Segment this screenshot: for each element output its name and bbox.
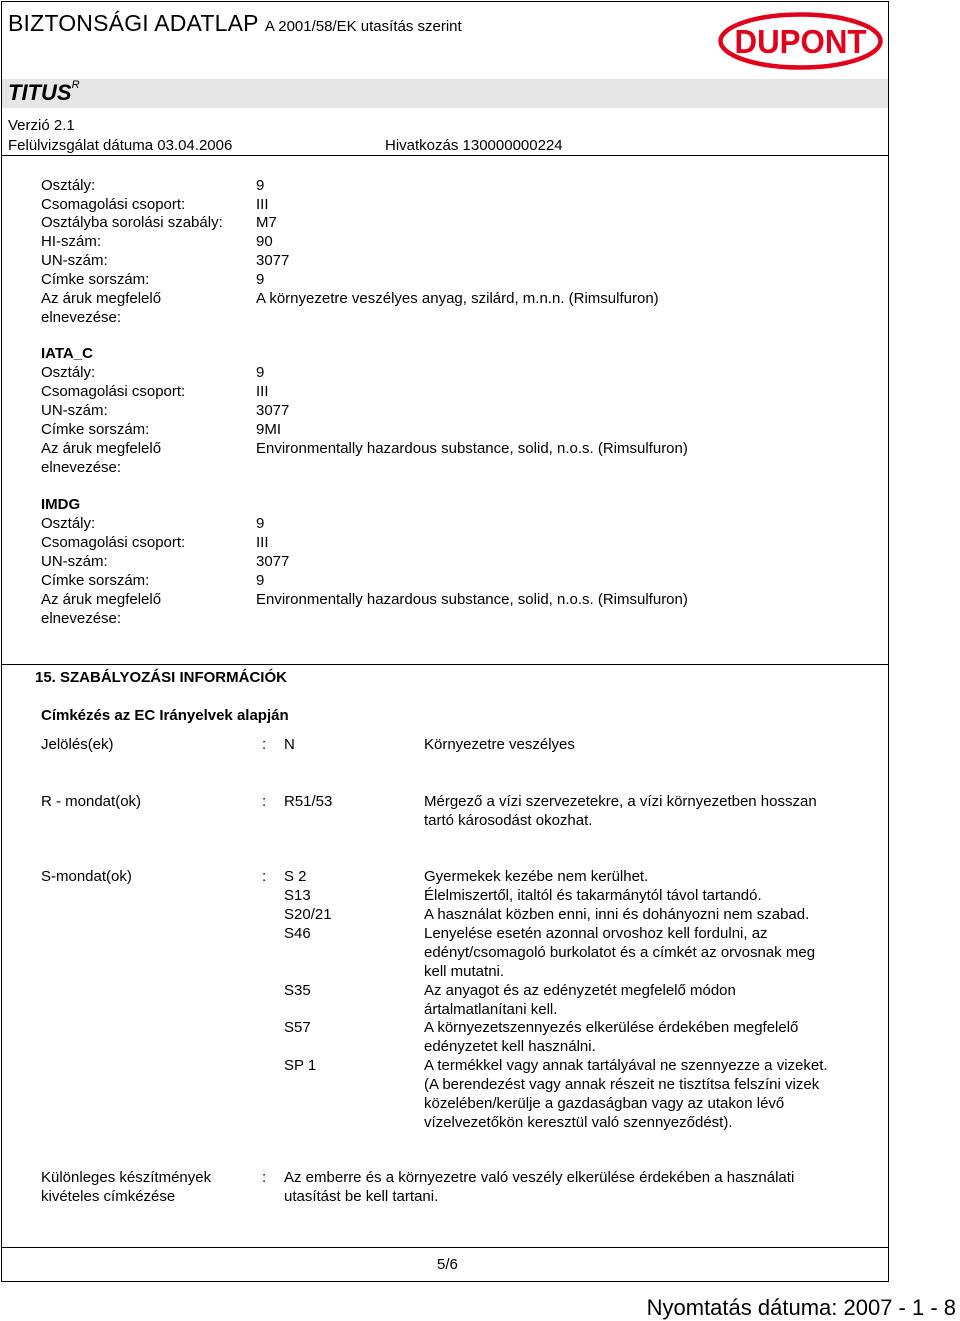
imdg-value-shipping-name: Environmentally hazardous substance, solid, n.o.s. (Rimsulfuron) xyxy=(256,591,688,608)
s-phrase-text: A termékkel vagy annak tartályával ne szennyezze a vizeket. xyxy=(424,1057,828,1074)
product-band xyxy=(2,79,888,108)
dupont-logo xyxy=(718,12,883,70)
s-phrase-code: S 2 xyxy=(284,868,307,885)
r-phrases-text-line: Mérgező a vízi szervezetekre, a vízi környezetben hosszan xyxy=(424,793,817,810)
title-subtitle: A 2001/58/EK utasítás szerint xyxy=(264,18,462,35)
iata-heading: IATA_C xyxy=(41,345,93,362)
document-title xyxy=(8,10,462,37)
label-packing-group: Csomagolási csoport: xyxy=(41,196,186,213)
product-name xyxy=(8,80,80,106)
special-label: Különleges készítmények xyxy=(41,1169,212,1186)
value-un-number: 3077 xyxy=(256,252,290,269)
value-hazard-number: 90 xyxy=(256,233,273,250)
value-class: 9 xyxy=(256,177,265,194)
s-phrase-text: ártalmatlanítani kell. xyxy=(424,1001,558,1018)
section15-subheading: Címkézés az EC Irányelvek alapján xyxy=(41,707,289,724)
label-classification-code: Osztályba sorolási szabály: xyxy=(41,214,223,231)
imdg-value-label-number: 9 xyxy=(256,572,265,589)
footer-divider xyxy=(2,1247,888,1248)
s-phrase-text: A használat közben enni, inni és dohányozni nem szabad. xyxy=(424,906,810,923)
imdg-label-shipping-name-cont: elnevezése: xyxy=(41,610,122,627)
s-phrase-code: S35 xyxy=(284,982,311,999)
product-text: TITUS xyxy=(8,80,72,105)
s-phrase-text: edényt/csomagoló burkolatot és a címkét az orvosnak meg xyxy=(424,944,816,961)
s-phrase-text: edényzetet kell használni. xyxy=(424,1038,596,1055)
label-un-number: UN-szám: xyxy=(41,252,108,269)
value-shipping-name: A környezetre veszélyes anyag, szilárd, m.n.n. (Rimsulfuron) xyxy=(256,290,659,307)
imdg-heading: IMDG xyxy=(41,496,81,513)
value-classification-code: M7 xyxy=(256,214,277,231)
imdg-value-un-number: 3077 xyxy=(256,553,290,570)
section15-heading: 15. SZABÁLYOZÁSI INFORMÁCIÓK xyxy=(35,669,287,686)
logo-text: DUPONT xyxy=(734,23,867,60)
s-phrase-text: A környezetszennyezés elkerülése érdekében megfelelő xyxy=(424,1019,799,1036)
imdg-label-un-number: UN-szám: xyxy=(41,553,108,570)
imdg-label-class: Osztály: xyxy=(41,515,96,532)
s-phrase-code: S46 xyxy=(284,925,311,942)
s-phrase-code: SP 1 xyxy=(284,1057,317,1074)
imdg-label-shipping-name: Az áruk megfelelő xyxy=(41,591,162,608)
s-phrase-code: S20/21 xyxy=(284,906,332,923)
iata-label-packing-group: Csomagolási csoport: xyxy=(41,383,186,400)
revision-date: Felülvizsgálat dátuma 03.04.2006 xyxy=(8,137,233,154)
page-number: 5/6 xyxy=(437,1256,458,1273)
s-phrase-code: S57 xyxy=(284,1019,311,1036)
special-text: utasítást be kell tartani. xyxy=(284,1188,439,1205)
value-label-number: 9 xyxy=(256,271,265,288)
iata-label-un-number: UN-szám: xyxy=(41,402,108,419)
version: Verzió 2.1 xyxy=(8,117,75,134)
iata-label-shipping-name-cont: elnevezése: xyxy=(41,459,122,476)
special-text: Az emberre és a környezetre való veszély elkerülése érdekében a használati xyxy=(284,1169,795,1186)
iata-value-un-number: 3077 xyxy=(256,402,290,419)
r-phrases-text-line: tartó károsodást okozhat. xyxy=(424,812,593,829)
symbol-label: Jelölés(ek) xyxy=(41,736,114,753)
title-text: BIZTONSÁGI ADATLAP xyxy=(8,10,259,36)
reference-number: Hivatkozás 130000000224 xyxy=(385,137,563,154)
label-label-number: Címke sorszám: xyxy=(41,271,150,288)
iata-value-label-number: 9MI xyxy=(256,421,282,438)
special-label: kivételes címkézése xyxy=(41,1188,176,1205)
label-hazard-number: HI-szám: xyxy=(41,233,101,250)
special-colon: : xyxy=(262,1169,267,1186)
symbol-code: N xyxy=(284,736,295,753)
section15-divider xyxy=(2,664,888,665)
header-divider xyxy=(2,155,888,156)
imdg-value-packing-group: III xyxy=(256,534,269,551)
r-phrases-colon: : xyxy=(262,793,267,810)
label-class: Osztály: xyxy=(41,177,96,194)
s-phrase-text: közelében/kerülje a gazdaságban vagy az utakon lévő xyxy=(424,1095,785,1112)
iata-label-shipping-name: Az áruk megfelelő xyxy=(41,440,162,457)
print-date: Nyomtatás dátuma: 2007 - 1 - 8 xyxy=(646,1295,956,1320)
imdg-label-label-number: Címke sorszám: xyxy=(41,572,150,589)
imdg-label-packing-group: Csomagolási csoport: xyxy=(41,534,186,551)
s-phrase-text: vízelvezetőkön keresztül való szennyeződést). xyxy=(424,1114,733,1131)
s-phrase-text: Az anyagot és az edényzetét megfelelő módon xyxy=(424,982,736,999)
s-phrase-text: Gyermekek kezébe nem kerülhet. xyxy=(424,868,649,885)
s-phrases-colon: : xyxy=(262,868,267,885)
imdg-value-class: 9 xyxy=(256,515,265,532)
s-phrase-text: Élelmiszertől, italtól és takarmánytól távol tartandó. xyxy=(424,887,762,904)
registered-mark: R xyxy=(71,78,80,91)
iata-label-label-number: Címke sorszám: xyxy=(41,421,150,438)
value-packing-group: III xyxy=(256,196,269,213)
iata-value-class: 9 xyxy=(256,364,265,381)
s-phrase-text: (A berendezést vagy annak részeit ne tisztítsa felszíni vizek xyxy=(424,1076,820,1093)
label-shipping-name-cont: elnevezése: xyxy=(41,309,122,326)
iata-value-packing-group: III xyxy=(256,383,269,400)
iata-label-class: Osztály: xyxy=(41,364,96,381)
iata-value-shipping-name: Environmentally hazardous substance, solid, n.o.s. (Rimsulfuron) xyxy=(256,440,688,457)
label-shipping-name: Az áruk megfelelő xyxy=(41,290,162,307)
s-phrase-text: kell mutatni. xyxy=(424,963,505,980)
s-phrase-code: S13 xyxy=(284,887,311,904)
r-phrases-label: R - mondat(ok) xyxy=(41,793,142,810)
s-phrase-text: Lenyelése esetén azonnal orvoshoz kell fordulni, az xyxy=(424,925,768,942)
symbol-colon: : xyxy=(262,736,267,753)
r-phrases-code: R51/53 xyxy=(284,793,333,810)
s-phrases-label: S-mondat(ok) xyxy=(41,868,132,885)
symbol-text: Környezetre veszélyes xyxy=(424,736,575,753)
